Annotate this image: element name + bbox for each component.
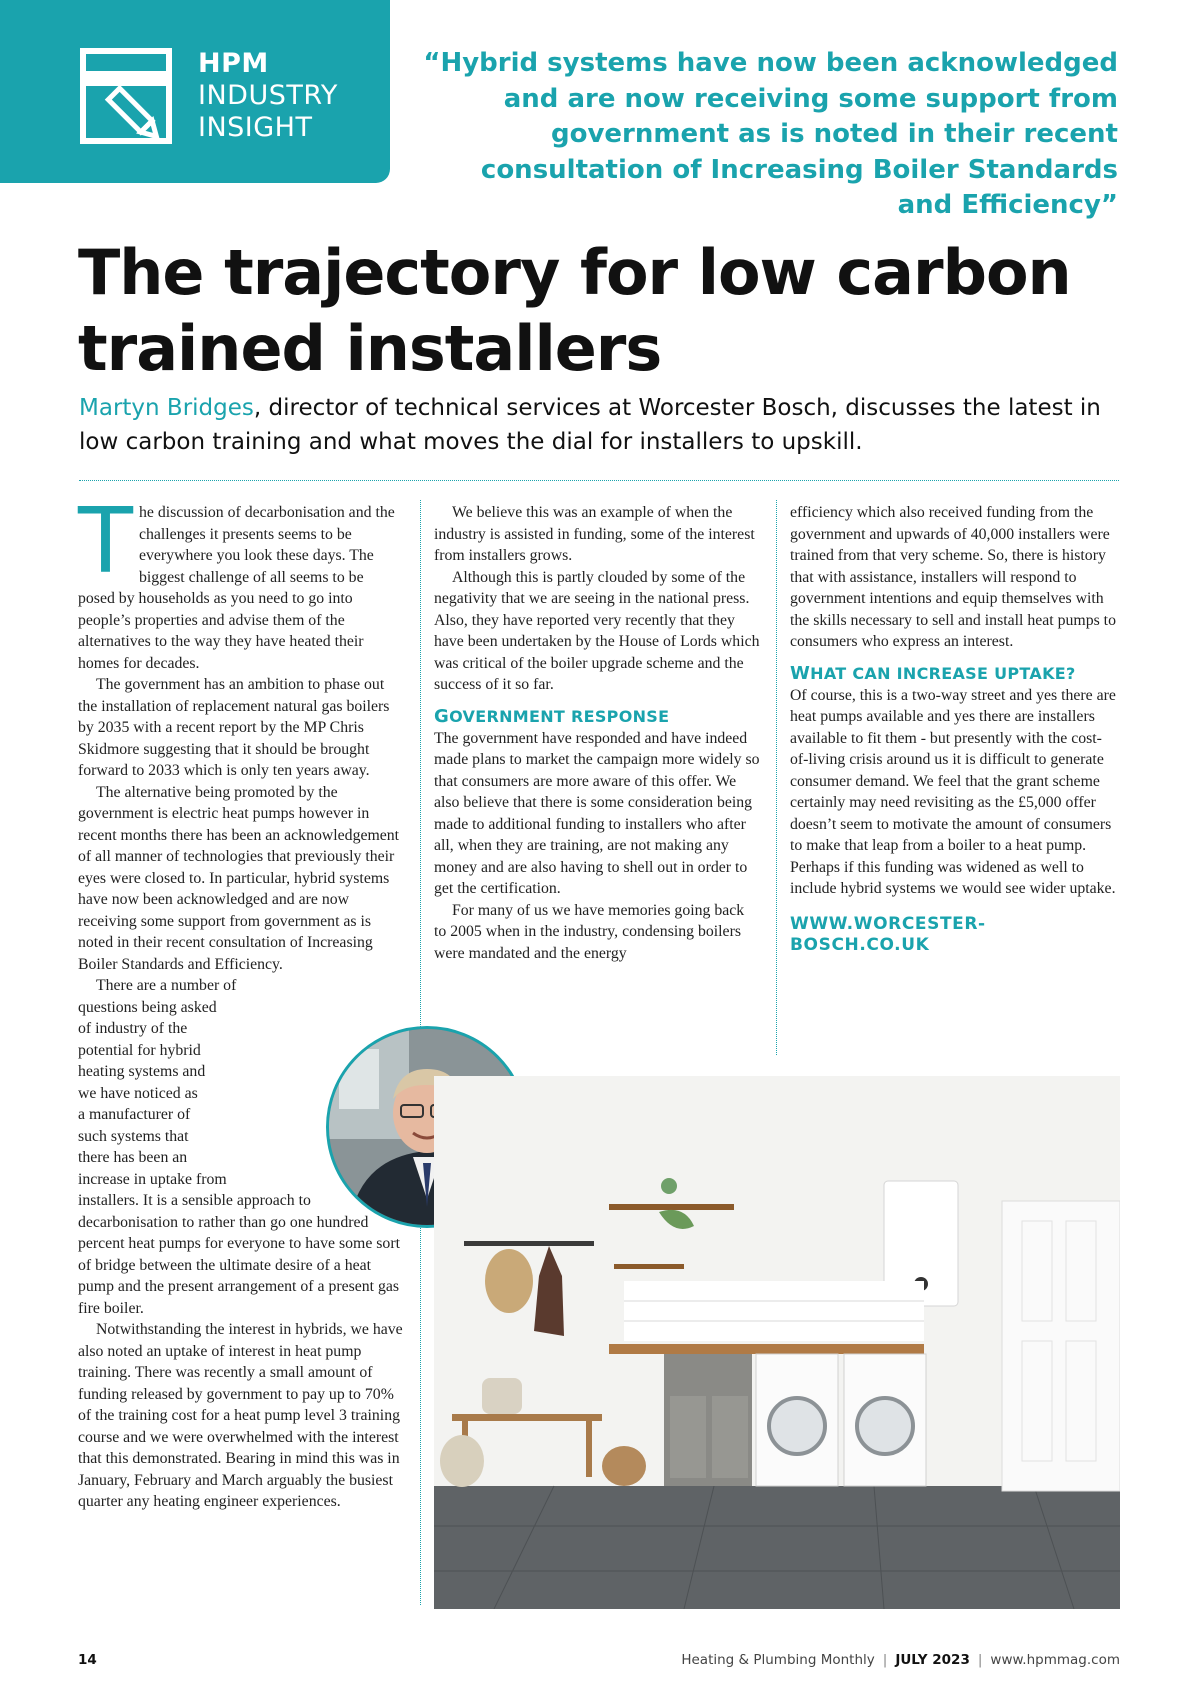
- website-footer-link[interactable]: www.hpmmag.com: [990, 1652, 1120, 1668]
- paragraph: efficiency which also received funding from the government and upwards of 40,000 installers were trained from that very scheme. So, there is history that with assistance, installers will respond to government intentions and equip themselves with the skills necessary to sell and install heat pumps to consumers who express an interest.: [790, 504, 1116, 650]
- page-title: The trajectory for low carbon trained installers: [78, 236, 1071, 385]
- logo-line-hpm: HPM: [198, 48, 269, 79]
- page-footer: [78, 1652, 1120, 1676]
- paragraph: We believe this was an example of when the industry is assisted in funding, some of the interest from installers grows.: [434, 504, 755, 564]
- paragraph: Of course, this is a two-way street and yes there are heat pumps available and yes there are installers available to fit them - but presently with the cost-of-living crisis around us it is difficult to generate consumer demand. We feel that the grant scheme certainly may need revisiting as the £5,000 offer doesn’t seem to motivate the amount of consumers to make that leap from a boiler to a heat pump. Perhaps if this funding was widened as well to include hybrid systems we would see wider uptake.: [790, 686, 1116, 897]
- column-divider: [776, 500, 777, 1055]
- header-tab: [0, 0, 390, 183]
- issue-date: JULY 2023: [895, 1652, 970, 1668]
- pull-quote: “Hybrid systems have now been acknowledged and are now receiving some support from government as is noted in their recent consultation of Increasing Boiler Standards and Efficiency”: [423, 48, 1118, 220]
- footer-publication-info: Heating & Plumbing Monthly | JULY 2023 | www.hpmmag.com: [681, 1652, 1120, 1668]
- subheading-government-response: GOVERNMENT RESPONSE: [434, 705, 670, 727]
- website-link[interactable]: WWW.WORCESTER-BOSCH.CO.UK: [790, 913, 986, 955]
- author-name: Martyn Bridges: [79, 395, 254, 421]
- standfirst-text: , director of technical services at Worcester Bosch, discusses the latest in low carbon training and what moves the dial for installers to upskill.: [79, 395, 1101, 455]
- paragraph: The government has an ambition to phase out the installation of replacement natural gas boilers by 2035 with a recent report by the MP Chris Skidmore suggesting that it should be brought forward to 2033 which is only ten years away.: [78, 676, 390, 779]
- logo-line-industry: INDUSTRY: [198, 80, 338, 111]
- subheading-what-can-increase-uptake: WHAT CAN INCREASE UPTAKE?: [790, 662, 1076, 684]
- article-column-2: [434, 502, 760, 964]
- article-column-1: [78, 489, 404, 1513]
- article-column-3: [790, 502, 1120, 957]
- paragraph: For many of us we have memories going back to 2005 when in the industry, condensing boilers were mandated and the energy: [434, 901, 745, 962]
- utility-room-photo: [434, 1076, 1120, 1609]
- paragraph: The government have responded and have indeed made plans to market the campaign more widely so that consumers are more aware of this offer. We also believe that there is some consideration being made to additional funding to installers who after all, when they are training, are not making any money and are also having to shell out in order to get the certification.: [434, 729, 760, 897]
- paragraph: Although this is partly clouded by some of the negativity that we are seeing in the national press. Also, they have reported very recently that they have been undertaken by the House of Lords which was critical of the boiler upgrade scheme and the success of it so far.: [434, 568, 760, 693]
- page-number: 14: [78, 1652, 97, 1668]
- standfirst: [79, 391, 1119, 459]
- divider: [79, 480, 1119, 481]
- section-logo-text: [198, 48, 338, 144]
- paragraph-text: he discussion of decarbonisation and the challenges it presents seems to be everywhere you look these days. The biggest challenge of all seems to be posed by households as you need to go into people’s properties and advise them of the alternatives to the way they have heated their homes for decades.: [78, 504, 395, 672]
- publication-name: Heating & Plumbing Monthly: [681, 1652, 875, 1668]
- paragraph: The alternative being promoted by the government is electric heat pumps however in recent months there has been an acknowledgement of all manner of technologies that previously their eyes were closed to. In particular, hybrid systems have now been acknowledged and are now receiving some support from government as is noted in their recent consultation of Increasing Boiler Standards and Efficiency.: [78, 783, 400, 973]
- paragraph: There are a number of questions being asked of industry of the potential for hybrid heating systems and we have noticed as a manufacturer of such systems that there has been an increase in uptake from installers. It is a sensible approach to decarbonisation to rather than go one hundred percent heat pumps for everyone to have some sort of bridge between the ultimate desire of a heat pump and the present arrangement of a present gas fire boiler.: [78, 977, 400, 1317]
- document-edit-icon: [80, 48, 180, 152]
- logo-line-insight: INSIGHT: [198, 112, 313, 143]
- drop-cap: T: [78, 489, 133, 594]
- paragraph: Notwithstanding the interest in hybrids, we have also noted an uptake of interest in heat pump training. There was recently a small amount of funding released by government to pay up to 70% of the training cost for a heat pump level 3 training course and we were overwhelmed with the interest that this demonstrated. Bearing in mind this was in January, February and March arguably the busiest quarter any heating engineer experiences.: [78, 1321, 403, 1510]
- paragraph: [78, 489, 404, 674]
